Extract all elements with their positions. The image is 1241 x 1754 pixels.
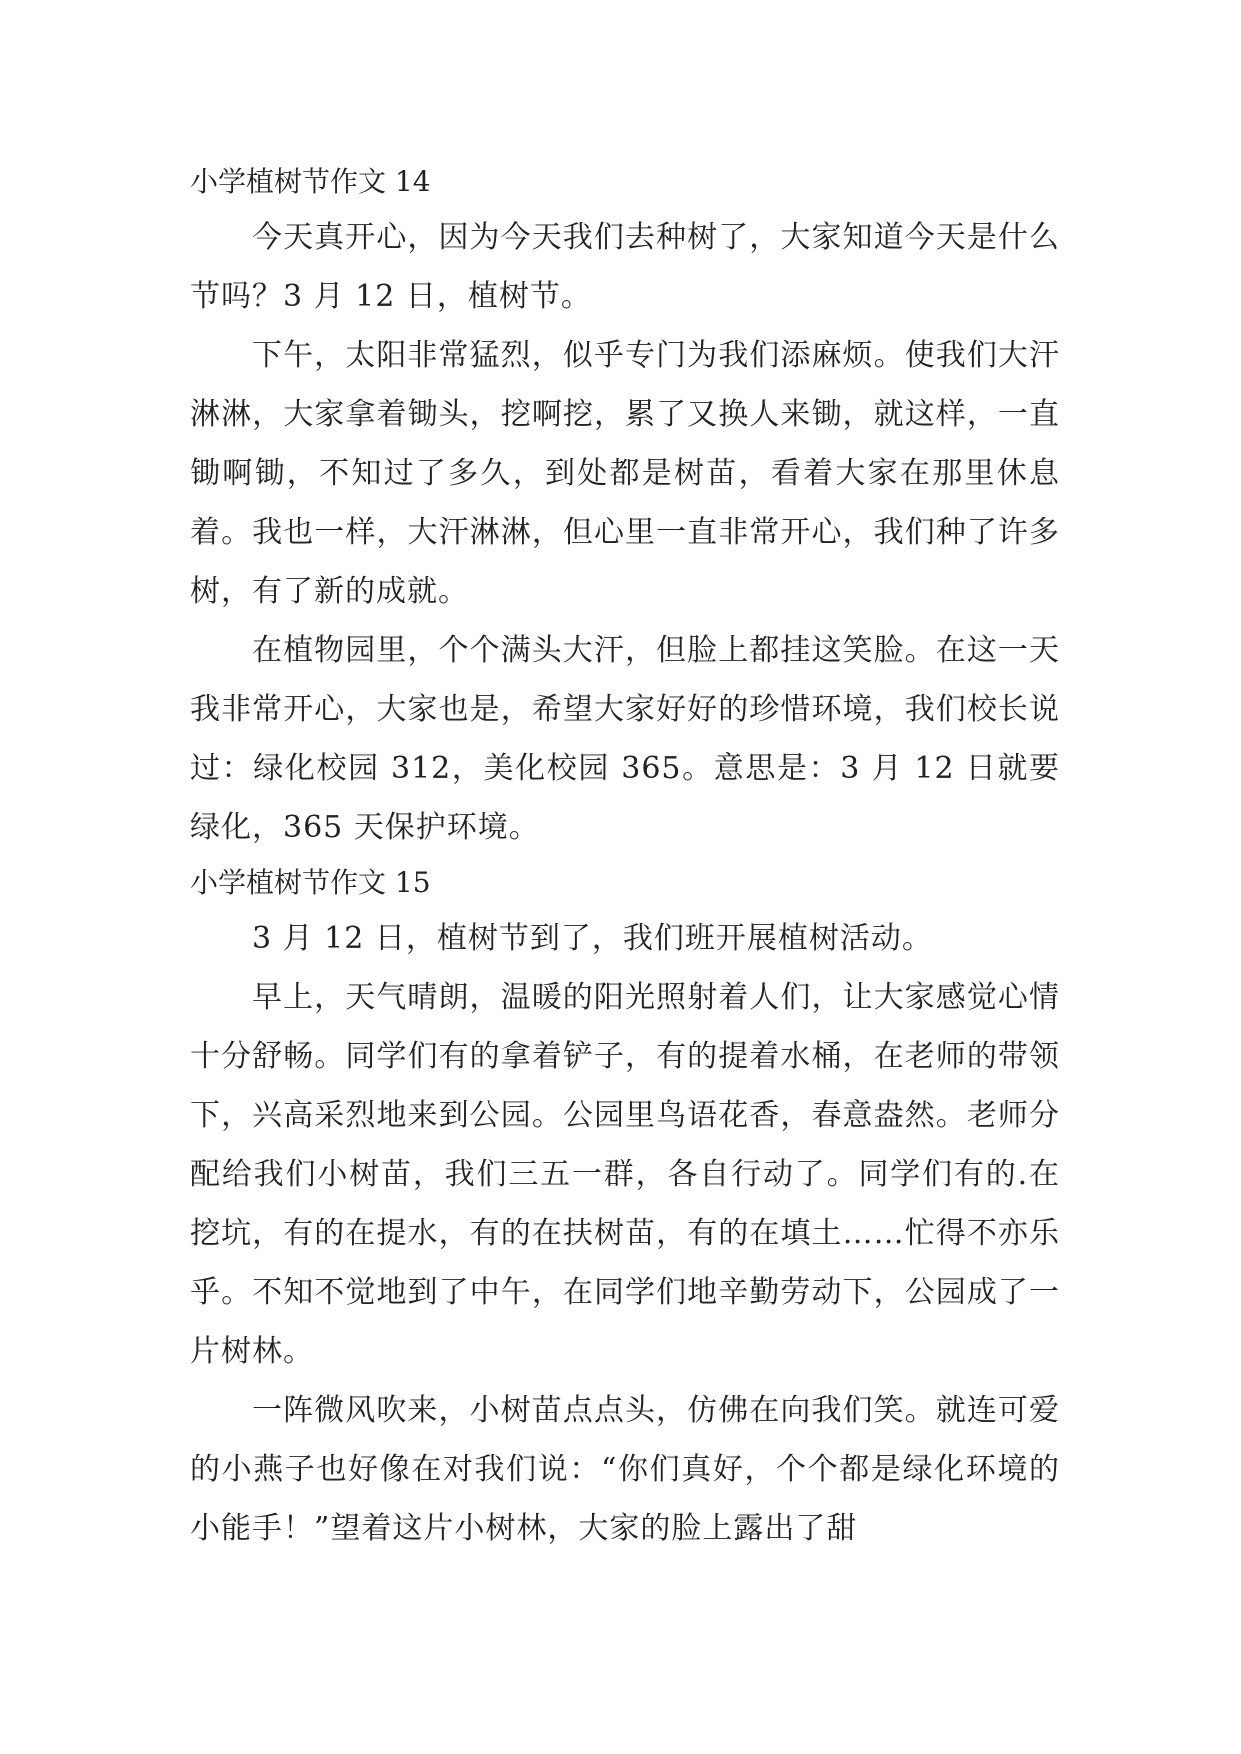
paragraph: 早上，天气晴朗，温暖的阳光照射着人们，让大家感觉心情十分舒畅。同学们有的拿着铲子，有的提着水桶，在老师的带领下，兴高采烈地来到公园。公园里鸟语花香，春意盎然。老师分配给我们小树苗，我们三五一群，各自行动了。同学们有的.在挖坑，有的在提水，有的在扶树苗，有的在填土……忙得不亦乐乎。不知不觉地到了中午，在同学们地辛勤劳动下，公园成了一片树林。 <box>190 980 1060 1369</box>
paragraph: 今天真开心，因为今天我们去种树了，大家知道今天是什么节吗？3 月 12 日，植树节。 <box>190 220 1060 314</box>
section-title-15: 小学植树节作文 15 <box>190 866 431 899</box>
section-title-14: 小学植树节作文 14 <box>190 165 431 198</box>
document-body <box>190 156 1060 1558</box>
paragraph: 在植物园里，个个满头大汗，但脸上都挂这笑脸。在这一天我非常开心，大家也是，希望大家好好的珍惜环境，我们校长说过：绿化校园 312，美化校园 365。意思是：3 月 12 日就要绿化，365 天保护环境。 <box>190 633 1060 845</box>
paragraph: 下午，太阳非常猛烈，似乎专门为我们添麻烦。使我们大汗淋淋，大家拿着锄头，挖啊挖，累了又换人来锄，就这样，一直锄啊锄，不知过了多久，到处都是树苗，看着大家在那里休息着。我也一样，大汗淋淋，但心里一直非常开心，我们种了许多树，有了新的成就。 <box>190 338 1060 609</box>
paragraph: 3 月 12 日，植树节到了，我们班开展植树活动。 <box>252 921 933 956</box>
paragraph: 一阵微风吹来，小树苗点点头，仿佛在向我们笑。就连可爱的小燕子也好像在对我们说：“你们真好，个个都是绿化环境的小能手！”望着这片小树林，大家的脸上露出了甜 <box>190 1393 1060 1546</box>
